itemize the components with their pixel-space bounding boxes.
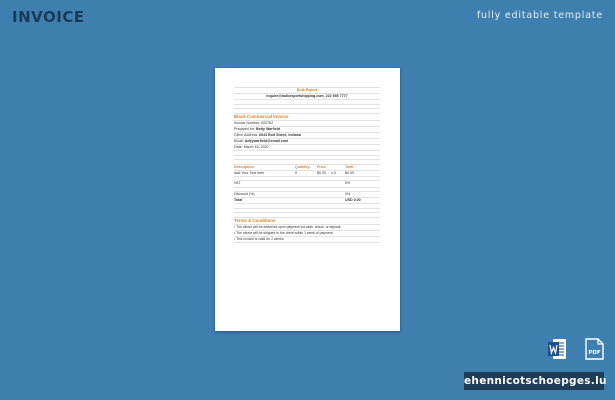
page-subtitle: fully editable template bbox=[476, 10, 603, 21]
terms-item: • The above will be delivered upon payment via cash, check, or deposit. bbox=[234, 225, 380, 231]
invoice-document bbox=[234, 87, 380, 243]
cell-quantity bbox=[295, 192, 317, 197]
header-description: Description bbox=[234, 164, 254, 169]
email-label: Email: bbox=[234, 139, 244, 144]
terms-heading: Terms & Conditions bbox=[234, 218, 380, 225]
cell-description: Discount (%) bbox=[234, 192, 255, 196]
cell-price: $0.00 bbox=[317, 170, 326, 175]
address-label: Client Address: bbox=[234, 132, 259, 137]
cell-multiplier bbox=[331, 192, 345, 197]
cell-description: VAT bbox=[234, 181, 241, 186]
cell-total: $0.00 bbox=[345, 170, 354, 175]
cell-description: Add Your Text here bbox=[234, 170, 265, 175]
pdf-file-icon[interactable] bbox=[585, 338, 604, 360]
prepared-value: Betty Warfield bbox=[255, 126, 281, 131]
cell-price bbox=[317, 198, 331, 203]
cell-description: Total bbox=[234, 198, 243, 203]
invoice-heading: Black Commercial Invoice bbox=[234, 114, 380, 121]
email-value: bettywarfield@email.com bbox=[245, 139, 289, 144]
cell-quantity bbox=[295, 198, 317, 203]
invoice-number: Invoice Number: 000762 bbox=[234, 121, 380, 127]
cell-multiplier: x.0 bbox=[331, 170, 336, 175]
cell-quantity: 0 bbox=[295, 170, 297, 175]
invoice-date: Date: March 16, 2022 bbox=[234, 145, 380, 151]
cell-total: USD 0.00 bbox=[345, 198, 361, 203]
cell-total: 0% bbox=[345, 192, 351, 196]
pdf-label: PDF bbox=[588, 350, 601, 356]
terms-item: • The above will be shipped to the client within 1 week of payment. bbox=[234, 231, 380, 237]
page-title: INVOICE bbox=[12, 8, 85, 26]
cell-multiplier bbox=[331, 181, 345, 186]
header-quantity: Quantity bbox=[295, 164, 310, 169]
invoice-preview bbox=[215, 68, 400, 331]
cell-quantity bbox=[295, 181, 317, 186]
cell-price bbox=[317, 192, 331, 197]
header-price: Price bbox=[317, 164, 326, 169]
cell-total: 0% bbox=[345, 181, 351, 186]
watermark: ehennicotschoepges.lu bbox=[464, 372, 604, 390]
prepared-label: Prepared for: bbox=[234, 126, 255, 131]
cell-price bbox=[317, 181, 331, 186]
address-value: 6644 Bolt Street, Indiana bbox=[259, 132, 301, 137]
cell-multiplier bbox=[331, 198, 345, 203]
terms-item: • This invoice is valid for 2 weeks. bbox=[234, 237, 380, 243]
company-name: Bulk Export bbox=[234, 87, 380, 94]
header-total: Total bbox=[345, 164, 354, 169]
company-contact: inquire@bulkexportshipping.com, 222 555 7777 bbox=[234, 94, 380, 100]
header-blank bbox=[331, 165, 345, 170]
word-file-icon[interactable] bbox=[548, 338, 567, 360]
